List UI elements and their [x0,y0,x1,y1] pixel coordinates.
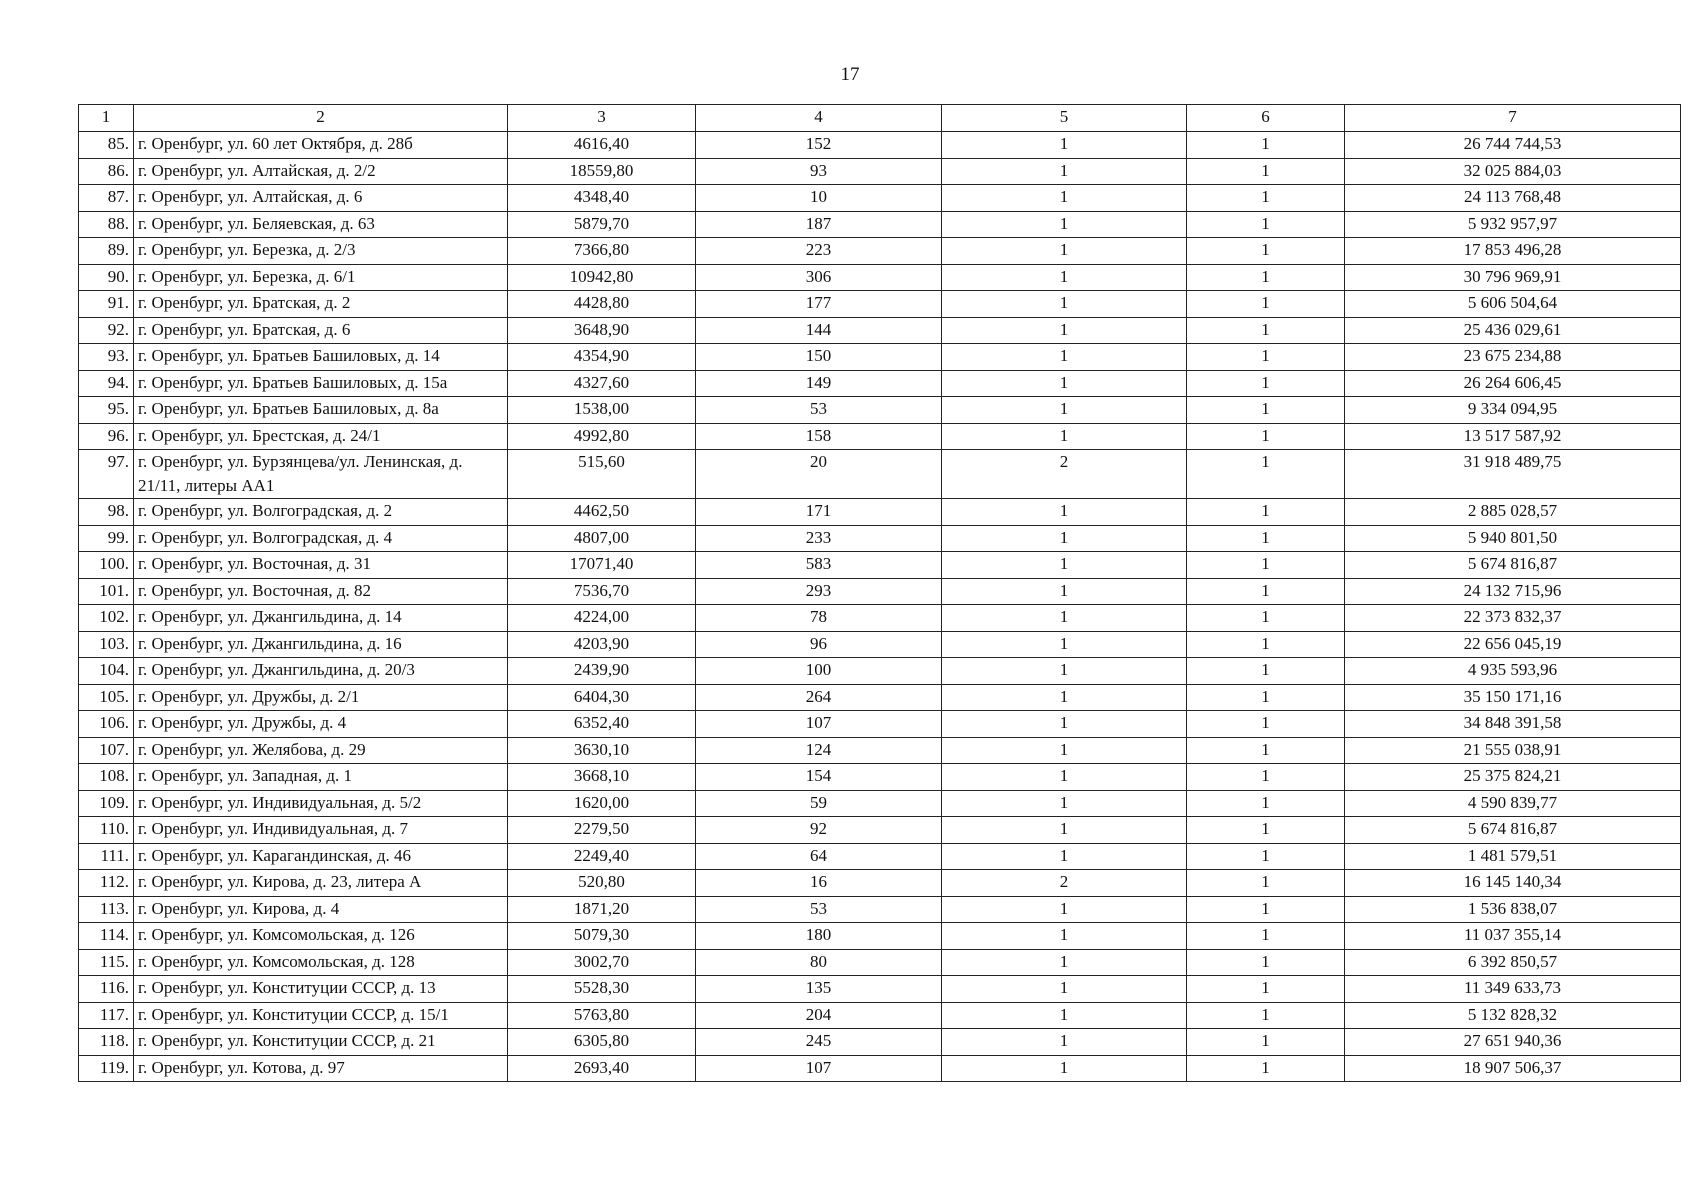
cell-address: г. Оренбург, ул. Комсомольская, д. 126 [134,923,508,950]
cell-row-number: 88. [79,211,134,238]
cell-address: г. Оренбург, ул. Кирова, д. 4 [134,896,508,923]
cell-col-5-value: 1 [942,525,1187,552]
cell-address: г. Оренбург, ул. Конституции СССР, д. 13 [134,976,508,1003]
cell-address: г. Оренбург, ул. 60 лет Октября, д. 28б [134,132,508,159]
cell-col-5-value: 1 [942,790,1187,817]
table-row [79,578,1681,605]
table-row [79,132,1681,159]
cell-row-number: 112. [79,870,134,897]
cell-area: 10942,80 [508,264,696,291]
cell-row-number: 116. [79,976,134,1003]
table-row [79,1029,1681,1056]
cell-residents: 124 [696,737,942,764]
cell-residents: 107 [696,711,942,738]
cell-address: г. Оренбург, ул. Братьев Башиловых, д. 8а [134,397,508,424]
cell-area: 6404,30 [508,684,696,711]
cell-col-6-value: 1 [1187,764,1345,791]
cell-row-number: 89. [79,238,134,265]
table-row [79,605,1681,632]
table-row [79,397,1681,424]
cell-area: 7536,70 [508,578,696,605]
cell-row-number: 91. [79,291,134,318]
cell-amount: 32 025 884,03 [1345,158,1681,185]
cell-address: г. Оренбург, ул. Джангильдина, д. 16 [134,631,508,658]
table-row [79,790,1681,817]
cell-row-number: 108. [79,764,134,791]
cell-residents: 20 [696,450,942,499]
cell-row-number: 106. [79,711,134,738]
cell-amount: 27 651 940,36 [1345,1029,1681,1056]
cell-residents: 154 [696,764,942,791]
table-row [79,317,1681,344]
cell-col-5-value: 1 [942,711,1187,738]
table-row [79,291,1681,318]
table-row [79,658,1681,685]
cell-residents: 150 [696,344,942,371]
cell-address: г. Оренбург, ул. Комсомольская, д. 128 [134,949,508,976]
cell-row-number: 90. [79,264,134,291]
cell-address: г. Оренбург, ул. Волгоградская, д. 4 [134,525,508,552]
cell-residents: 96 [696,631,942,658]
cell-col-6-value: 1 [1187,185,1345,212]
cell-area: 4616,40 [508,132,696,159]
cell-col-5-value: 1 [942,370,1187,397]
cell-area: 2279,50 [508,817,696,844]
cell-col-6-value: 1 [1187,552,1345,579]
cell-residents: 92 [696,817,942,844]
cell-amount: 5 674 816,87 [1345,552,1681,579]
table-row [79,870,1681,897]
cell-row-number: 109. [79,790,134,817]
cell-col-5-value: 1 [942,397,1187,424]
cell-amount: 18 907 506,37 [1345,1055,1681,1082]
table-row [79,711,1681,738]
cell-amount: 9 334 094,95 [1345,397,1681,424]
header-col-4: 4 [696,105,942,132]
cell-area: 3648,90 [508,317,696,344]
cell-amount: 21 555 038,91 [1345,737,1681,764]
cell-col-6-value: 1 [1187,499,1345,526]
cell-area: 4462,50 [508,499,696,526]
cell-amount: 35 150 171,16 [1345,684,1681,711]
cell-amount: 23 675 234,88 [1345,344,1681,371]
table-row [79,1002,1681,1029]
cell-address: г. Оренбург, ул. Индивидуальная, д. 7 [134,817,508,844]
table-row [79,684,1681,711]
table-row [79,896,1681,923]
cell-residents: 10 [696,185,942,212]
cell-area: 1871,20 [508,896,696,923]
cell-col-5-value: 1 [942,896,1187,923]
cell-row-number: 118. [79,1029,134,1056]
cell-col-5-value: 2 [942,870,1187,897]
cell-col-6-value: 1 [1187,684,1345,711]
cell-area: 6352,40 [508,711,696,738]
cell-residents: 293 [696,578,942,605]
cell-col-5-value: 1 [942,843,1187,870]
cell-residents: 144 [696,317,942,344]
cell-residents: 233 [696,525,942,552]
cell-residents: 245 [696,1029,942,1056]
cell-address: г. Оренбург, ул. Братьев Башиловых, д. 15а [134,370,508,397]
cell-area: 4348,40 [508,185,696,212]
cell-area: 6305,80 [508,1029,696,1056]
cell-col-5-value: 1 [942,185,1187,212]
cell-address: г. Оренбург, ул. Джангильдина, д. 20/3 [134,658,508,685]
cell-amount: 22 373 832,37 [1345,605,1681,632]
cell-amount: 13 517 587,92 [1345,423,1681,450]
cell-amount: 26 264 606,45 [1345,370,1681,397]
cell-residents: 53 [696,397,942,424]
cell-area: 4992,80 [508,423,696,450]
table-row [79,1055,1681,1082]
cell-col-5-value: 1 [942,658,1187,685]
cell-row-number: 105. [79,684,134,711]
cell-col-6-value: 1 [1187,870,1345,897]
cell-row-number: 101. [79,578,134,605]
cell-area: 4203,90 [508,631,696,658]
cell-col-6-value: 1 [1187,525,1345,552]
cell-amount: 4 935 593,96 [1345,658,1681,685]
cell-amount: 5 932 957,97 [1345,211,1681,238]
cell-col-5-value: 2 [942,450,1187,499]
cell-row-number: 96. [79,423,134,450]
cell-area: 4224,00 [508,605,696,632]
cell-col-5-value: 1 [942,976,1187,1003]
cell-residents: 16 [696,870,942,897]
cell-col-6-value: 1 [1187,450,1345,499]
cell-amount: 11 037 355,14 [1345,923,1681,950]
registry-table [78,104,1681,1082]
cell-amount: 1 481 579,51 [1345,843,1681,870]
table-row [79,499,1681,526]
cell-col-6-value: 1 [1187,711,1345,738]
cell-col-5-value: 1 [942,238,1187,265]
cell-row-number: 103. [79,631,134,658]
cell-area: 3668,10 [508,764,696,791]
cell-area: 3002,70 [508,949,696,976]
table-row [79,525,1681,552]
cell-row-number: 92. [79,317,134,344]
table-row [79,211,1681,238]
cell-area: 2693,40 [508,1055,696,1082]
cell-row-number: 100. [79,552,134,579]
cell-residents: 223 [696,238,942,265]
cell-address: г. Оренбург, ул. Волгоградская, д. 2 [134,499,508,526]
cell-area: 520,80 [508,870,696,897]
cell-row-number: 97. [79,450,134,499]
cell-address: г. Оренбург, ул. Кирова, д. 23, литера А [134,870,508,897]
cell-row-number: 111. [79,843,134,870]
cell-col-5-value: 1 [942,317,1187,344]
cell-col-5-value: 1 [942,344,1187,371]
table-row [79,923,1681,950]
cell-address: г. Оренбург, ул. Беляевская, д. 63 [134,211,508,238]
cell-address: г. Оренбург, ул. Восточная, д. 82 [134,578,508,605]
cell-residents: 107 [696,1055,942,1082]
cell-address: г. Оренбург, ул. Конституции СССР, д. 21 [134,1029,508,1056]
cell-row-number: 94. [79,370,134,397]
cell-residents: 78 [696,605,942,632]
cell-col-6-value: 1 [1187,211,1345,238]
table-body [79,132,1681,1082]
cell-area: 18559,80 [508,158,696,185]
cell-col-6-value: 1 [1187,238,1345,265]
cell-area: 515,60 [508,450,696,499]
cell-amount: 1 536 838,07 [1345,896,1681,923]
cell-amount: 16 145 140,34 [1345,870,1681,897]
cell-row-number: 119. [79,1055,134,1082]
cell-area: 3630,10 [508,737,696,764]
cell-residents: 64 [696,843,942,870]
cell-col-5-value: 1 [942,631,1187,658]
cell-residents: 583 [696,552,942,579]
cell-col-5-value: 1 [942,291,1187,318]
cell-col-5-value: 1 [942,817,1187,844]
cell-col-6-value: 1 [1187,1055,1345,1082]
cell-residents: 177 [696,291,942,318]
cell-col-6-value: 1 [1187,1002,1345,1029]
cell-col-5-value: 1 [942,423,1187,450]
cell-col-5-value: 1 [942,264,1187,291]
table-row [79,450,1681,499]
cell-col-5-value: 1 [942,552,1187,579]
cell-amount: 25 436 029,61 [1345,317,1681,344]
cell-col-5-value: 1 [942,211,1187,238]
cell-row-number: 85. [79,132,134,159]
table-header [79,105,1681,132]
header-col-5: 5 [942,105,1187,132]
cell-col-5-value: 1 [942,737,1187,764]
table-row [79,764,1681,791]
cell-row-number: 99. [79,525,134,552]
cell-col-6-value: 1 [1187,923,1345,950]
cell-row-number: 117. [79,1002,134,1029]
table-row [79,737,1681,764]
cell-area: 4807,00 [508,525,696,552]
cell-col-5-value: 1 [942,132,1187,159]
cell-area: 7366,80 [508,238,696,265]
cell-amount: 5 940 801,50 [1345,525,1681,552]
page-number: 17 [840,64,860,85]
cell-col-6-value: 1 [1187,843,1345,870]
header-col-1: 1 [79,105,134,132]
cell-address: г. Оренбург, ул. Дружбы, д. 2/1 [134,684,508,711]
cell-address: г. Оренбург, ул. Джангильдина, д. 14 [134,605,508,632]
cell-row-number: 107. [79,737,134,764]
cell-amount: 26 744 744,53 [1345,132,1681,159]
cell-area: 4354,90 [508,344,696,371]
cell-col-6-value: 1 [1187,658,1345,685]
cell-area: 17071,40 [508,552,696,579]
cell-col-6-value: 1 [1187,317,1345,344]
cell-area: 4327,60 [508,370,696,397]
cell-amount: 5 606 504,64 [1345,291,1681,318]
cell-row-number: 87. [79,185,134,212]
cell-amount: 24 132 715,96 [1345,578,1681,605]
cell-row-number: 102. [79,605,134,632]
cell-col-6-value: 1 [1187,605,1345,632]
cell-amount: 6 392 850,57 [1345,949,1681,976]
table-row [79,552,1681,579]
cell-col-6-value: 1 [1187,737,1345,764]
cell-amount: 11 349 633,73 [1345,976,1681,1003]
cell-amount: 5 132 828,32 [1345,1002,1681,1029]
cell-col-5-value: 1 [942,578,1187,605]
cell-col-5-value: 1 [942,499,1187,526]
cell-col-6-value: 1 [1187,291,1345,318]
cell-col-6-value: 1 [1187,158,1345,185]
table-row [79,423,1681,450]
cell-address: г. Оренбург, ул. Индивидуальная, д. 5/2 [134,790,508,817]
cell-col-6-value: 1 [1187,790,1345,817]
cell-col-5-value: 1 [942,949,1187,976]
cell-amount: 34 848 391,58 [1345,711,1681,738]
cell-amount: 22 656 045,19 [1345,631,1681,658]
cell-row-number: 113. [79,896,134,923]
table-row [79,843,1681,870]
cell-row-number: 114. [79,923,134,950]
cell-col-6-value: 1 [1187,817,1345,844]
cell-address: г. Оренбург, ул. Дружбы, д. 4 [134,711,508,738]
cell-residents: 158 [696,423,942,450]
cell-col-5-value: 1 [942,1002,1187,1029]
table-row [79,976,1681,1003]
cell-residents: 152 [696,132,942,159]
cell-address: г. Оренбург, ул. Западная, д. 1 [134,764,508,791]
cell-residents: 180 [696,923,942,950]
cell-row-number: 115. [79,949,134,976]
cell-col-5-value: 1 [942,1055,1187,1082]
cell-col-5-value: 1 [942,1029,1187,1056]
table-row [79,631,1681,658]
cell-col-5-value: 1 [942,923,1187,950]
header-col-2: 2 [134,105,508,132]
cell-residents: 187 [696,211,942,238]
cell-row-number: 86. [79,158,134,185]
cell-col-6-value: 1 [1187,264,1345,291]
cell-residents: 80 [696,949,942,976]
cell-address: г. Оренбург, ул. Восточная, д. 31 [134,552,508,579]
cell-area: 2439,90 [508,658,696,685]
cell-col-6-value: 1 [1187,976,1345,1003]
cell-col-5-value: 1 [942,684,1187,711]
cell-address: г. Оренбург, ул. Братская, д. 6 [134,317,508,344]
table-row [79,344,1681,371]
cell-col-6-value: 1 [1187,423,1345,450]
cell-amount: 25 375 824,21 [1345,764,1681,791]
cell-address: г. Оренбург, ул. Алтайская, д. 6 [134,185,508,212]
header-col-6: 6 [1187,105,1345,132]
cell-amount: 4 590 839,77 [1345,790,1681,817]
cell-residents: 149 [696,370,942,397]
cell-area: 5879,70 [508,211,696,238]
cell-address: г. Оренбург, ул. Братьев Башиловых, д. 14 [134,344,508,371]
cell-address: г. Оренбург, ул. Желябова, д. 29 [134,737,508,764]
table-row [79,185,1681,212]
cell-col-5-value: 1 [942,158,1187,185]
cell-col-6-value: 1 [1187,631,1345,658]
cell-col-6-value: 1 [1187,344,1345,371]
cell-address: г. Оренбург, ул. Бурзянцева/ул. Ленинская, д. 21/11, литеры АА1 [134,450,508,499]
cell-residents: 59 [696,790,942,817]
cell-residents: 100 [696,658,942,685]
cell-address: г. Оренбург, ул. Конституции СССР, д. 15/1 [134,1002,508,1029]
table-row [79,370,1681,397]
cell-area: 5763,80 [508,1002,696,1029]
cell-residents: 53 [696,896,942,923]
cell-area: 2249,40 [508,843,696,870]
cell-residents: 93 [696,158,942,185]
cell-amount: 5 674 816,87 [1345,817,1681,844]
cell-address: г. Оренбург, ул. Брестская, д. 24/1 [134,423,508,450]
cell-residents: 135 [696,976,942,1003]
cell-row-number: 98. [79,499,134,526]
cell-address: г. Оренбург, ул. Котова, д. 97 [134,1055,508,1082]
cell-col-6-value: 1 [1187,949,1345,976]
header-col-3: 3 [508,105,696,132]
cell-col-6-value: 1 [1187,132,1345,159]
cell-area: 4428,80 [508,291,696,318]
cell-amount: 17 853 496,28 [1345,238,1681,265]
cell-col-6-value: 1 [1187,896,1345,923]
cell-col-6-value: 1 [1187,370,1345,397]
cell-col-6-value: 1 [1187,1029,1345,1056]
cell-residents: 306 [696,264,942,291]
cell-amount: 24 113 768,48 [1345,185,1681,212]
table-row [79,158,1681,185]
header-col-7: 7 [1345,105,1681,132]
cell-area: 1538,00 [508,397,696,424]
cell-row-number: 93. [79,344,134,371]
cell-amount: 30 796 969,91 [1345,264,1681,291]
cell-residents: 204 [696,1002,942,1029]
cell-col-5-value: 1 [942,764,1187,791]
table-row [79,264,1681,291]
cell-residents: 264 [696,684,942,711]
cell-address: г. Оренбург, ул. Березка, д. 6/1 [134,264,508,291]
header-row [79,105,1681,132]
cell-address: г. Оренбург, ул. Березка, д. 2/3 [134,238,508,265]
cell-col-6-value: 1 [1187,397,1345,424]
cell-row-number: 95. [79,397,134,424]
cell-area: 5528,30 [508,976,696,1003]
cell-col-6-value: 1 [1187,578,1345,605]
cell-area: 1620,00 [508,790,696,817]
cell-row-number: 104. [79,658,134,685]
table-row [79,238,1681,265]
cell-address: г. Оренбург, ул. Алтайская, д. 2/2 [134,158,508,185]
cell-amount: 2 885 028,57 [1345,499,1681,526]
cell-residents: 171 [696,499,942,526]
cell-address: г. Оренбург, ул. Братская, д. 2 [134,291,508,318]
cell-col-5-value: 1 [942,605,1187,632]
cell-amount: 31 918 489,75 [1345,450,1681,499]
table-row [79,817,1681,844]
cell-row-number: 110. [79,817,134,844]
cell-area: 5079,30 [508,923,696,950]
cell-address: г. Оренбург, ул. Карагандинская, д. 46 [134,843,508,870]
table-row [79,949,1681,976]
